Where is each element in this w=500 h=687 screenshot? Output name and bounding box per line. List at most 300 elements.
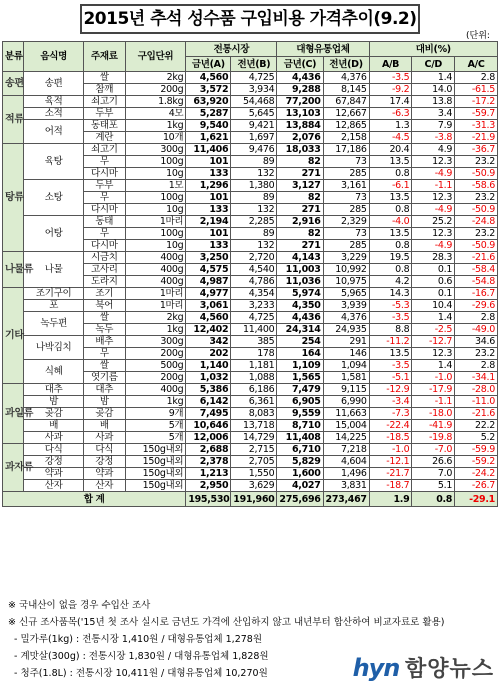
value-a-cell: 12,006 [186,432,231,444]
value-b-cell: 14,729 [231,432,277,444]
value-b-cell: 11,400 [231,324,277,336]
value-c-cell: 6,710 [277,444,323,456]
value-ab-cell: -12.1 [369,456,412,468]
value-ab-cell: -18.7 [369,480,412,492]
value-cd-cell: 12.3 [412,192,455,204]
value-b-cell: 385 [231,336,277,348]
category-cell: 기타 [3,288,24,384]
unit-cell: 200g [125,348,186,360]
value-c-cell: 9,288 [277,84,323,96]
ingredient-cell: 참깨 [83,84,125,96]
unit-cell: 1마리 [125,300,186,312]
ingredient-cell: 동태포 [83,120,125,132]
value-d-cell: 10,992 [323,264,369,276]
value-a-cell: 9,540 [186,120,231,132]
value-c-cell: 11,003 [277,264,323,276]
value-b-cell: 2,715 [231,444,277,456]
dish-cell: 나박김치 [24,336,84,360]
unit-cell: 150g내외 [125,456,186,468]
value-ac-cell: 23.2 [455,348,498,360]
unit-cell: 10g [125,204,186,216]
value-c-cell: 13,884 [277,120,323,132]
value-ac-cell: -50.9 [455,204,498,216]
value-c-cell: 271 [277,168,323,180]
value-a-cell: 1,213 [186,468,231,480]
value-ac-cell: -58.6 [455,180,498,192]
note-new-items: ※ 신규 조사품목('15년 첫 조사 실시로 금년도 가격에 산입하지 않고 내년부터 합산하여 비교자료로 활용) [8,617,445,628]
value-c-cell: 77,200 [277,96,323,108]
value-ab-cell: -18.5 [369,432,412,444]
value-cd-cell: 1.4 [412,360,455,372]
ingredient-cell: 다식 [83,444,125,456]
value-a-cell: 4,987 [186,276,231,288]
header-ac: A/C [455,57,498,72]
ingredient-cell: 고사리 [83,264,125,276]
value-d-cell: 11,663 [323,408,369,420]
value-a-cell: 12,402 [186,324,231,336]
dish-cell: 소탕 [24,180,84,216]
table-row [3,72,498,84]
value-ab-cell: -3.5 [369,72,412,84]
value-d-cell: 12,865 [323,120,369,132]
value-a-cell: 6,142 [186,396,231,408]
dish-cell: 나물 [24,252,84,288]
value-d-cell: 73 [323,228,369,240]
value-b-cell: 2,705 [231,456,277,468]
unit-label: (단위: [466,31,490,41]
header-amount-a: 금년(A) [186,57,231,72]
value-ac-cell: -59.9 [455,444,498,456]
value-ac-cell: 5.2 [455,432,498,444]
table-row [3,216,498,228]
value-b-cell: 6,361 [231,396,277,408]
value-a-cell: 11,406 [186,144,231,156]
value-cd-cell: -18.0 [412,408,455,420]
unit-cell: 10g [125,240,186,252]
value-cd-cell: -17.9 [412,384,455,396]
value-cd-cell: 5.1 [412,480,455,492]
ingredient-cell: 사과 [83,432,125,444]
value-cd-cell: 7.9 [412,120,455,132]
table-row [3,300,498,312]
note-crab: - 계맛살(300g) : 전통시장 1,830원 / 대형유통업체 1,828원 [14,651,269,662]
header-traditional-market: 전통시장 [186,42,277,57]
header-purchase-unit: 구입단위 [125,42,186,72]
value-cd-cell: 12.3 [412,156,455,168]
value-cd-cell: -41.9 [412,420,455,432]
value-ac-cell: -50.9 [455,168,498,180]
value-ac-cell: 23.2 [455,192,498,204]
dish-cell: 배 [24,420,84,432]
value-b-cell: 132 [231,240,277,252]
value-cd-cell: 28.3 [412,252,455,264]
ingredient-cell: 동태 [83,216,125,228]
header-dish: 음식명 [24,42,84,72]
value-c-cell: 4,143 [277,252,323,264]
table-row [3,384,498,396]
total-label: 합 계 [3,492,186,507]
header-amount-c: 금년(C) [277,57,323,72]
value-c-cell: 11,036 [277,276,323,288]
value-d-cell: 3,161 [323,180,369,192]
value-a-cell: 4,560 [186,72,231,84]
value-d-cell: 2,329 [323,216,369,228]
value-cd-cell: 12.3 [412,228,455,240]
value-b-cell: 4,786 [231,276,277,288]
value-cd-cell: 1.4 [412,72,455,84]
ingredient-cell: 배 [83,420,125,432]
value-d-cell: 291 [323,336,369,348]
value-b-cell: 1,697 [231,132,277,144]
dish-cell: 밤 [24,396,84,408]
table-row [3,420,498,432]
value-ac-cell: -24.8 [455,216,498,228]
value-ac-cell: 2.8 [455,360,498,372]
unit-cell: 10개 [125,132,186,144]
ingredient-cell: 쌀 [83,360,125,372]
value-a-cell: 2,378 [186,456,231,468]
dish-cell: 어탕 [24,216,84,252]
value-c-cell: 82 [277,156,323,168]
unit-cell: 1마리 [125,216,186,228]
value-b-cell: 2,285 [231,216,277,228]
value-b-cell: 1,550 [231,468,277,480]
value-b-cell: 1,181 [231,360,277,372]
value-ac-cell: -28.0 [455,384,498,396]
value-cd-cell: -1.1 [412,396,455,408]
dish-cell: 포 [24,300,84,312]
value-ab-cell: 13.5 [369,156,412,168]
value-c-cell: 5,829 [277,456,323,468]
value-a-cell: 101 [186,192,231,204]
category-cell: 적류 [3,96,24,144]
value-cd-cell: 10.4 [412,300,455,312]
value-c-cell: 24,314 [277,324,323,336]
value-ac-cell: -11.0 [455,396,498,408]
value-c-cell: 271 [277,204,323,216]
value-cd-cell: 4.9 [412,144,455,156]
ingredient-cell: 쇠고기 [83,144,125,156]
value-b-cell: 4,540 [231,264,277,276]
value-ab-cell: -6.3 [369,108,412,120]
value-ac-cell: -21.6 [455,408,498,420]
value-c-cell: 3,127 [277,180,323,192]
note-flour: - 밀가루(1kg) : 전통시장 1,410원 / 대형유통업체 1,278원 [14,634,263,645]
value-ab-cell: 0.8 [369,240,412,252]
value-ab-cell: -3.4 [369,396,412,408]
ingredient-cell: 조기 [83,288,125,300]
table-row [3,108,498,120]
value-d-cell: 4,376 [323,312,369,324]
header-category: 분류 [3,42,24,72]
ingredient-cell: 강정 [83,456,125,468]
value-b-cell: 4,354 [231,288,277,300]
value-b-cell: 13,718 [231,420,277,432]
table-row [3,432,498,444]
value-d-cell: 67,847 [323,96,369,108]
ingredient-cell: 무 [83,192,125,204]
value-cd-cell: 1.4 [412,312,455,324]
total-b-cell: 191,960 [231,492,277,507]
value-c-cell: 7,479 [277,384,323,396]
category-cell: 과자류 [3,444,24,492]
value-d-cell: 146 [323,348,369,360]
value-a-cell: 2,950 [186,480,231,492]
value-b-cell: 3,934 [231,84,277,96]
ingredient-cell: 시금치 [83,252,125,264]
value-d-cell: 5,965 [323,288,369,300]
unit-cell: 1마리 [125,288,186,300]
value-a-cell: 3,572 [186,84,231,96]
value-ab-cell: 13.5 [369,348,412,360]
value-ac-cell: -50.9 [455,240,498,252]
unit-cell: 300g [125,336,186,348]
value-cd-cell: -19.8 [412,432,455,444]
value-cd-cell: 12.3 [412,348,455,360]
value-ab-cell: -1.0 [369,444,412,456]
value-cd-cell: 0.6 [412,276,455,288]
table-row [3,468,498,480]
ingredient-cell: 산자 [83,480,125,492]
unit-cell: 1kg [125,324,186,336]
unit-cell: 150g내외 [125,468,186,480]
ingredient-cell: 쇠고기 [83,96,125,108]
value-d-cell: 1,496 [323,468,369,480]
category-cell: 나물류 [3,252,24,288]
value-ab-cell: 0.8 [369,204,412,216]
value-ac-cell: -24.2 [455,468,498,480]
value-d-cell: 24,935 [323,324,369,336]
value-cd-cell: 7.0 [412,468,455,480]
ingredient-cell: 무 [83,156,125,168]
logo-name: 함양뉴스 [404,657,494,682]
value-d-cell: 285 [323,168,369,180]
dish-cell: 산자 [24,480,84,492]
total-d-cell: 273,467 [323,492,369,507]
unit-cell: 400g [125,252,186,264]
unit-cell: 5개 [125,432,186,444]
unit-cell: 1kg [125,396,186,408]
ingredient-cell: 밤 [83,396,125,408]
value-c-cell: 2,916 [277,216,323,228]
unit-cell: 200g [125,372,186,384]
ingredient-cell: 다시마 [83,240,125,252]
value-a-cell: 2,194 [186,216,231,228]
table-row [3,480,498,492]
unit-cell: 150g내외 [125,444,186,456]
value-ac-cell: 23.2 [455,156,498,168]
value-ab-cell: 19.5 [369,252,412,264]
value-a-cell: 3,061 [186,300,231,312]
unit-cell: 100g [125,228,186,240]
value-ac-cell: -34.1 [455,372,498,384]
value-ab-cell: 0.8 [369,168,412,180]
value-a-cell: 1,140 [186,360,231,372]
table-row [3,396,498,408]
value-ab-cell: -4.5 [369,132,412,144]
value-b-cell: 1,088 [231,372,277,384]
value-d-cell: 2,158 [323,132,369,144]
table-row [3,312,498,324]
ingredient-cell: 계란 [83,132,125,144]
value-ab-cell: -5.1 [369,372,412,384]
value-d-cell: 8,145 [323,84,369,96]
value-ab-cell: 20.4 [369,144,412,156]
value-a-cell: 202 [186,348,231,360]
value-ac-cell: -61.5 [455,84,498,96]
value-ab-cell: 1.3 [369,120,412,132]
value-ab-cell: -9.2 [369,84,412,96]
ingredient-cell: 쌀 [83,72,125,84]
unit-cell: 300g [125,144,186,156]
value-c-cell: 1,565 [277,372,323,384]
value-b-cell: 2,720 [231,252,277,264]
value-cd-cell: 26.6 [412,456,455,468]
ingredient-cell: 다시마 [83,168,125,180]
value-cd-cell: -4.9 [412,204,455,216]
value-ac-cell: 2.8 [455,72,498,84]
unit-cell: 2kg [125,72,186,84]
value-b-cell: 89 [231,156,277,168]
value-ac-cell: 22.2 [455,420,498,432]
value-ab-cell: -3.5 [369,312,412,324]
unit-cell: 150g내외 [125,480,186,492]
value-a-cell: 5,386 [186,384,231,396]
value-d-cell: 73 [323,156,369,168]
unit-cell: 1kg [125,120,186,132]
value-ac-cell: -49.0 [455,324,498,336]
header-cd: C/D [412,57,455,72]
category-cell: 송편 [3,72,24,96]
value-d-cell: 285 [323,204,369,216]
dish-cell: 어적 [24,120,84,144]
value-cd-cell: -12.7 [412,336,455,348]
value-cd-cell: -1.0 [412,372,455,384]
value-cd-cell: 0.1 [412,264,455,276]
value-d-cell: 9,115 [323,384,369,396]
value-a-cell: 1,621 [186,132,231,144]
unit-cell: 1모 [125,180,186,192]
table-row [3,144,498,156]
dish-cell: 조기구이 [24,288,84,300]
value-c-cell: 1,109 [277,360,323,372]
value-ac-cell: -21.6 [455,252,498,264]
unit-cell: 400g [125,384,186,396]
ingredient-cell: 다시마 [83,204,125,216]
value-d-cell: 4,604 [323,456,369,468]
unit-cell: 400g [125,264,186,276]
value-ac-cell: -26.7 [455,480,498,492]
value-ab-cell: 14.3 [369,288,412,300]
value-ab-cell: -4.0 [369,216,412,228]
unit-cell: 4모 [125,108,186,120]
value-a-cell: 4,560 [186,312,231,324]
ingredient-cell: 무 [83,348,125,360]
value-b-cell: 4,725 [231,72,277,84]
ingredient-cell: 북어 [83,300,125,312]
header-comparison: 대비(%) [369,42,497,57]
value-d-cell: 7,218 [323,444,369,456]
value-ac-cell: -36.7 [455,144,498,156]
dish-cell: 소적 [24,108,84,120]
value-a-cell: 3,250 [186,252,231,264]
ingredient-cell: 도라지 [83,276,125,288]
value-b-cell: 5,645 [231,108,277,120]
value-cd-cell: -7.0 [412,444,455,456]
value-ac-cell: -59.2 [455,456,498,468]
value-ac-cell: -21.9 [455,132,498,144]
value-ac-cell: -59.7 [455,108,498,120]
value-d-cell: 10,975 [323,276,369,288]
page-title: 2015년 추석 성수품 구입비용 가격추이(9.2) [80,4,420,34]
value-cd-cell: -1.1 [412,180,455,192]
value-cd-cell: 3.4 [412,108,455,120]
value-d-cell: 12,667 [323,108,369,120]
value-a-cell: 63,920 [186,96,231,108]
ingredient-cell: 대추 [83,384,125,396]
value-a-cell: 101 [186,156,231,168]
value-a-cell: 2,688 [186,444,231,456]
table-row [3,252,498,264]
value-ac-cell: -16.7 [455,288,498,300]
header-large-retailer: 대형유통업체 [277,42,369,57]
value-ac-cell: -31.3 [455,120,498,132]
dish-cell: 녹두편 [24,312,84,336]
value-ac-cell: 23.2 [455,228,498,240]
value-d-cell: 285 [323,240,369,252]
value-a-cell: 133 [186,168,231,180]
value-ac-cell: 2.8 [455,312,498,324]
dish-cell: 강정 [24,456,84,468]
value-d-cell: 14,225 [323,432,369,444]
value-a-cell: 4,977 [186,288,231,300]
header-ab: A/B [369,57,412,72]
value-c-cell: 82 [277,228,323,240]
value-b-cell: 8,083 [231,408,277,420]
value-c-cell: 271 [277,240,323,252]
value-ab-cell: -12.9 [369,384,412,396]
value-b-cell: 132 [231,168,277,180]
value-c-cell: 2,076 [277,132,323,144]
value-b-cell: 4,725 [231,312,277,324]
dish-cell: 사과 [24,432,84,444]
table-row [3,408,498,420]
table-row [3,360,498,372]
value-d-cell: 3,939 [323,300,369,312]
total-ac-cell: -29.1 [455,492,498,507]
logo-brand: hyn [352,654,400,682]
total-c-cell: 275,696 [277,492,323,507]
value-b-cell: 89 [231,228,277,240]
value-d-cell: 1,094 [323,360,369,372]
value-c-cell: 82 [277,192,323,204]
value-b-cell: 9,421 [231,120,277,132]
value-ab-cell: -5.3 [369,300,412,312]
dish-cell: 송편 [24,72,84,96]
value-ac-cell: 34.6 [455,336,498,348]
value-c-cell: 4,436 [277,312,323,324]
value-a-cell: 4,575 [186,264,231,276]
value-a-cell: 133 [186,204,231,216]
value-cd-cell: 13.8 [412,96,455,108]
value-a-cell: 7,495 [186,408,231,420]
value-c-cell: 6,905 [277,396,323,408]
value-ac-cell: -54.8 [455,276,498,288]
value-ac-cell: -17.2 [455,96,498,108]
value-c-cell: 254 [277,336,323,348]
table-row [3,288,498,300]
table-row [3,444,498,456]
